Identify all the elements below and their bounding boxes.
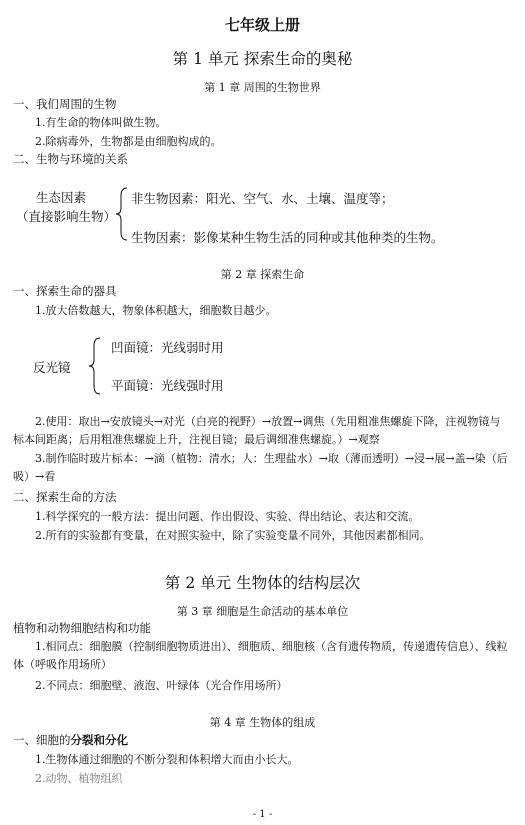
mirror-label: 反光镜: [33, 360, 71, 375]
section-heading: 二、探索生命的方法: [13, 490, 117, 504]
list-item: 1.科学探究的一般方法：提出问题、作出假设、实验、得出结论、表达和交流。: [35, 510, 420, 523]
curly-brace-icon: [115, 186, 129, 242]
section-heading: 一、我们周围的生物: [13, 97, 117, 111]
page-number: - 1 -: [252, 809, 273, 820]
chapter4-heading: 第 4 章 生物体的组成: [209, 716, 316, 729]
abiotic-factors: 非生物因素：阳光、空气、水、土壤、温度等；: [131, 191, 394, 206]
similarities: 1.相同点：细胞膜（控制细胞物质进出）、细胞质、细胞核（含有遗传物质，传递遗传信息）、线粒体（呼吸作用场所）: [13, 640, 508, 671]
usage-steps: 2.使用：取出→安放镜头→对光（白亮的视野）→放置→调焦（先用粗准焦螺旋下降，注视物镜与标本间距离；后用粗准焦螺旋上升，注视目镜；最后调细准焦螺旋。）→观察: [13, 415, 501, 446]
section-heading: 一、探索生命的器具: [13, 284, 117, 298]
section-heading: 二、生物与环境的关系: [13, 152, 128, 166]
factor-label-note: （直接影响生物）: [16, 209, 117, 224]
list-item: 2.动物、植物组织: [35, 772, 123, 785]
unit2-heading: 第 2 单元 生物体的结构层次: [164, 574, 361, 592]
list-item: 1.放大倍数越大，物象体积越大，细胞数目越少。: [35, 304, 277, 317]
section-heading-bold: 分裂和分化: [70, 733, 128, 747]
section-heading: [13, 732, 128, 748]
list-item: 2.除病毒外，生物都是由细胞构成的。: [35, 135, 222, 148]
chapter2-heading: 第 2 章 探索生命: [220, 268, 305, 281]
curly-brace-icon: [88, 336, 102, 396]
unit1-heading: 第 1 单元 探索生命的奥秘: [172, 50, 353, 68]
slide-prep-steps: 3.制作临时玻片标本：→滴（植物：清水；人：生理盐水）→取（薄而透明）→浸→展→盖→染（后吸）→看: [13, 452, 508, 483]
section-heading-prefix: 一、细胞的: [13, 733, 71, 747]
list-item: 1.生物体通过细胞的不断分裂和体积增大而由小长大。: [35, 753, 299, 766]
concave-mirror: 凹面镜：光线弱时用: [111, 340, 224, 355]
biotic-factors: 生物因素：影像某种生物生活的同种或其他种类的生物。: [131, 230, 444, 245]
list-item: 1.有生命的物体叫做生物。: [35, 116, 167, 129]
list-item: 2.所有的实验都有变量，在对照实验中，除了实验变量不同外，其他因素都相同。: [35, 529, 431, 542]
page-title: 七年级上册: [224, 16, 300, 34]
flat-mirror: 平面镜：光线强时用: [111, 378, 224, 393]
factor-label: 生态因素: [36, 190, 87, 205]
chapter3-heading: 第 3 章 细胞是生命活动的基本单位: [176, 605, 349, 618]
chapter1-heading: 第 1 章 周围的生物世界: [204, 81, 321, 94]
differences: 2.不同点：细胞壁、液泡、叶绿体（光合作用场所）: [35, 679, 288, 692]
section-heading: 植物和动物细胞结构和功能: [13, 621, 151, 635]
